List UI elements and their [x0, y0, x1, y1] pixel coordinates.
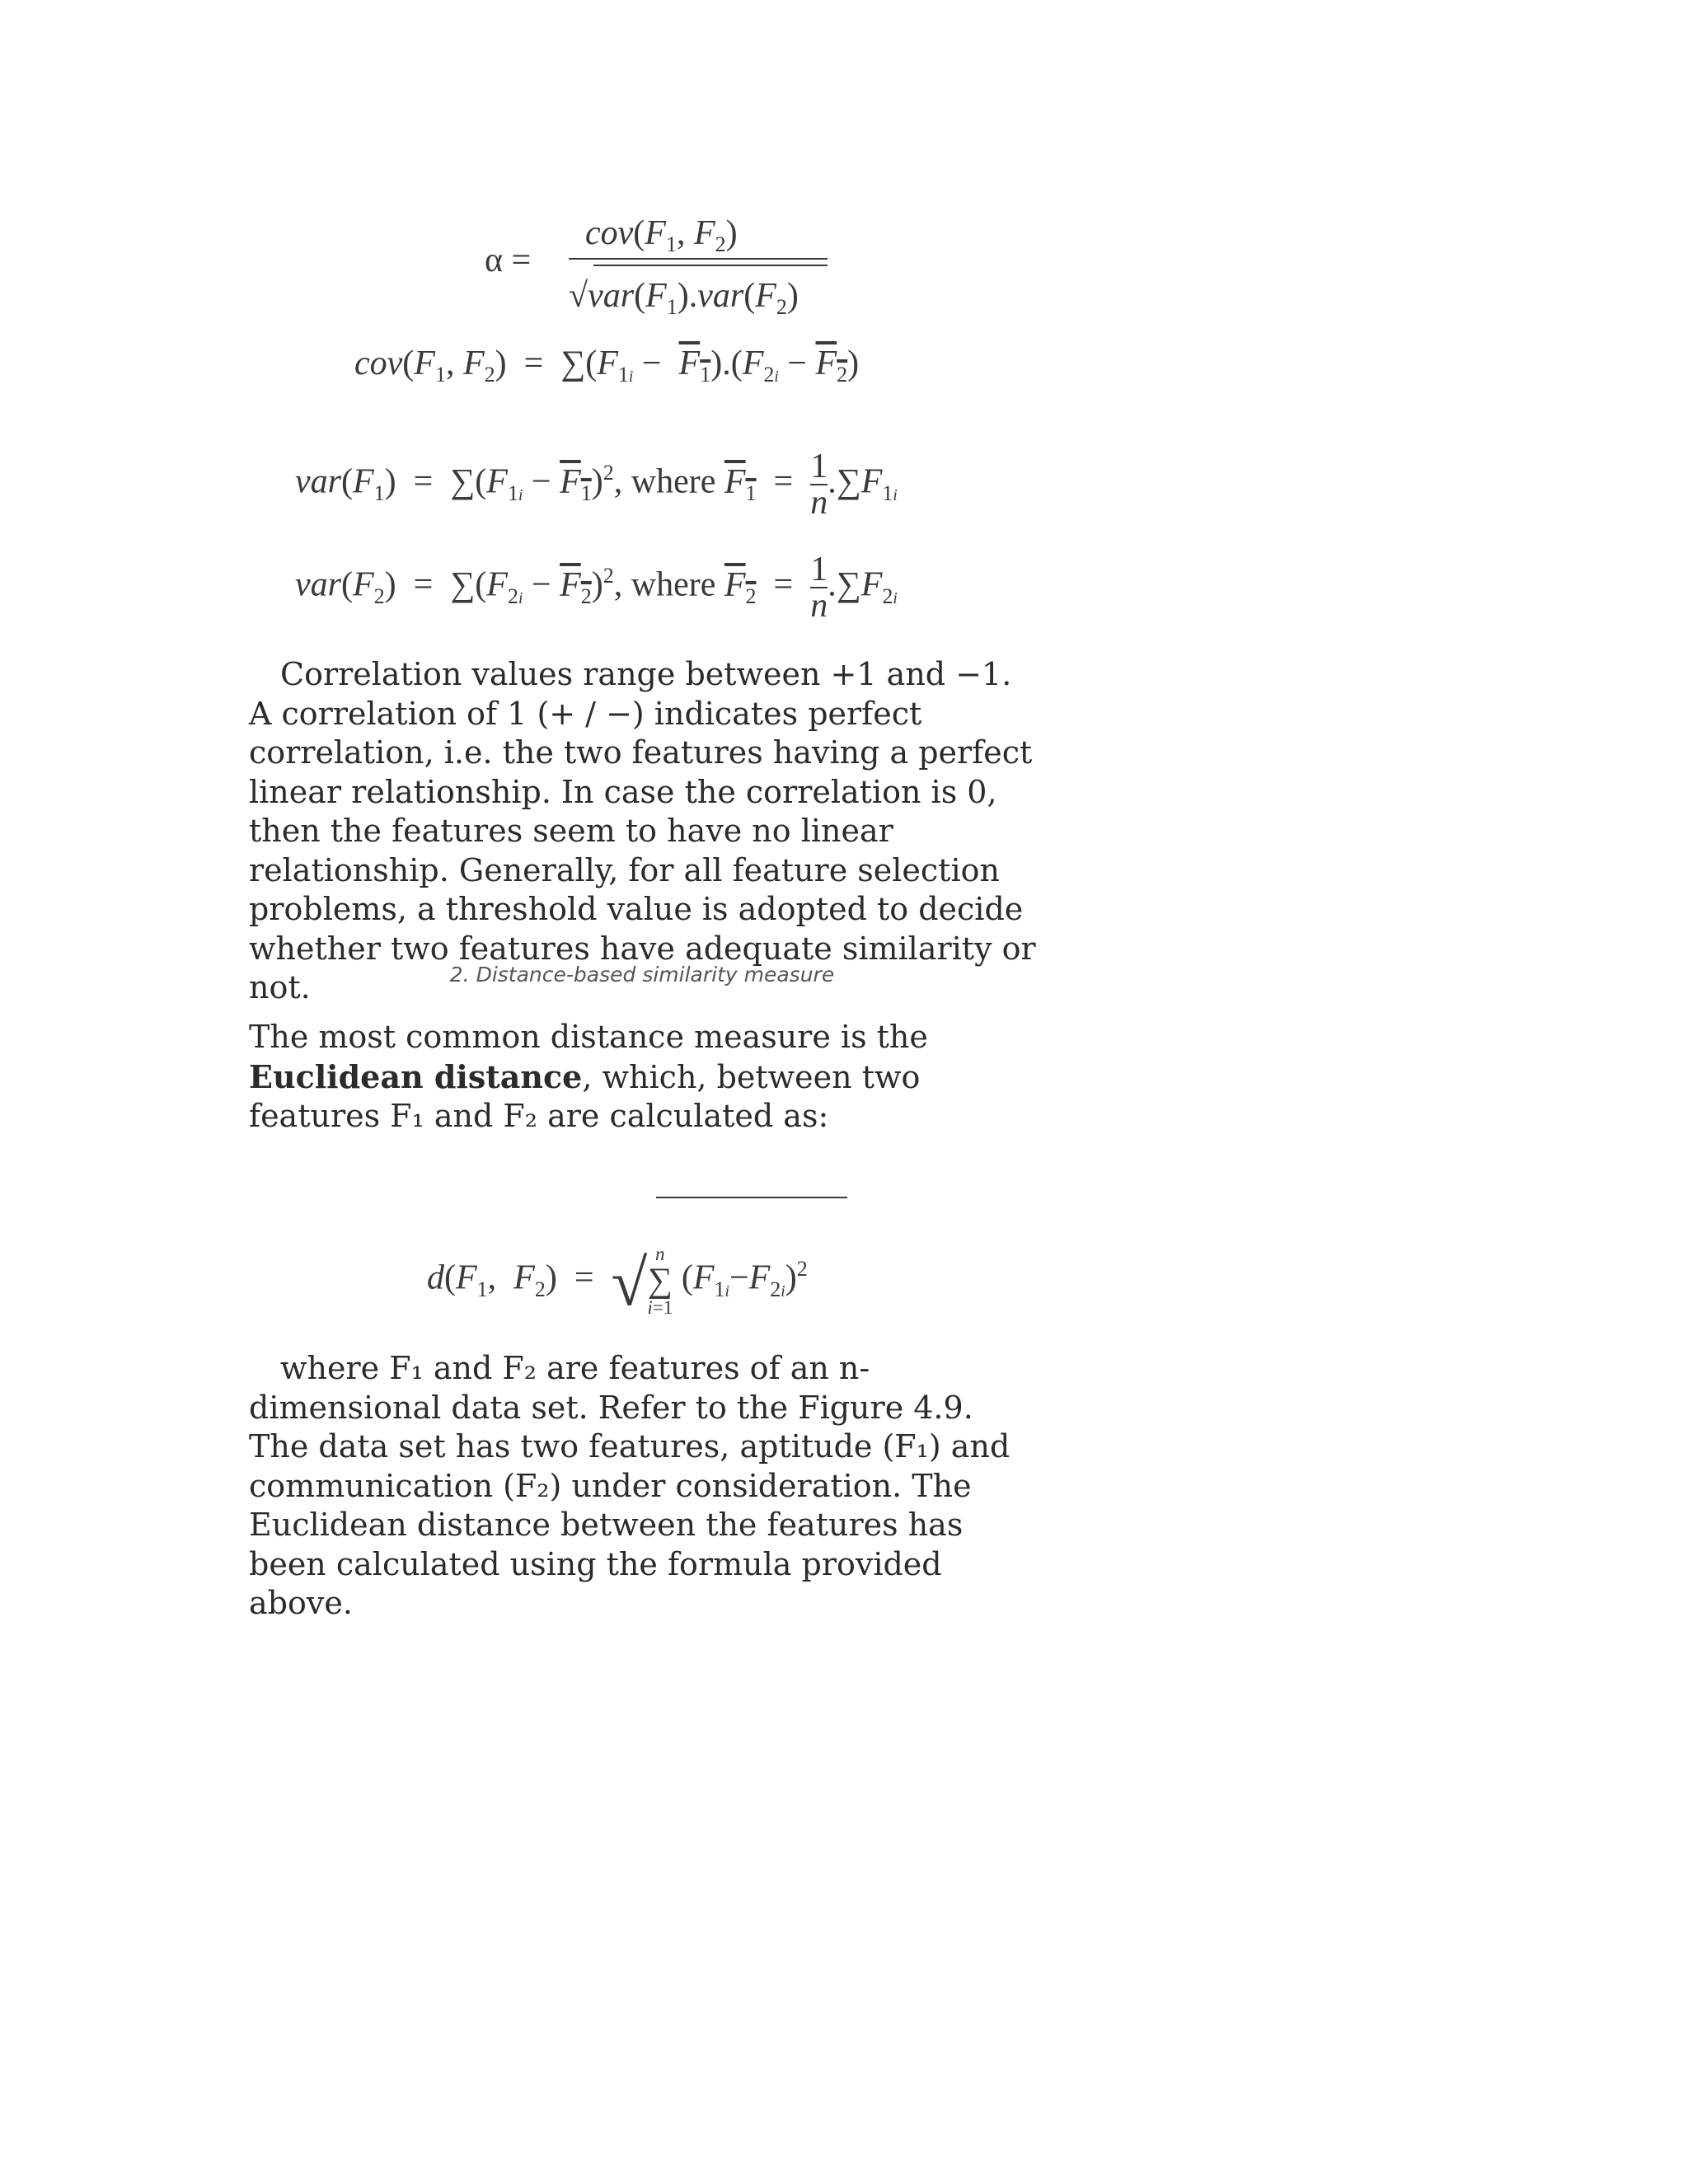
alpha-numerator: $cov(F_1$, $F_2$)	[585, 214, 738, 257]
euclidean-distance-equation: $d(F_1$, $F_2$) = √ n ∑ i=1 $(F_{1i}-F_{2i})^2$	[427, 1243, 808, 1320]
radical-overbar	[656, 1197, 847, 1198]
alpha-denominator: $√var(F_1).var(F_2)$	[569, 277, 799, 320]
section-caption: 2. Distance-based similarity measure	[449, 963, 835, 987]
radical-overbar	[593, 265, 828, 266]
euclidean-intro-paragraph: The most common distance measure is the Euclidean distance, which, between two features F₁ and F₂ are calculated as:	[249, 1019, 928, 1134]
variance-f2-equation: $var(F_2) = \sum(F_{2i} - F_2)^2$, where $F_2$ = $\frac{1}{n}$ $.\sum F_{2i}$	[295, 551, 898, 625]
correlation-paragraph: Correlation values range between +1 and −1. A correlation of 1 (+ / −) indicates perfect correlation, i.e. the two features having a perfect linear relationship. In case the correlation is 0, then the features seem to have no linear relationship. Generally, for all feature selection problems, a threshold value is adopted to decide whether two features have adequate similarity or not.	[249, 656, 1036, 1005]
variance-f1-equation: $var(F_1) = \sum(F_{1i} - F_1)^2$, where $F_1$ = $\frac{1}{n}$ $.\sum F_{1i}$	[295, 448, 898, 522]
where-paragraph: where F₁ and F₂ are features of an n-dimensional data set. Refer to the Figure 4.9. The data set has two features, aptitude (F₁) and communication (F₂) under consideration. The Euclidean distance between the features has been calculated using the formula provided above.	[249, 1350, 1010, 1621]
alpha-equation-lhs: α =	[485, 241, 532, 279]
fraction-bar	[569, 258, 828, 260]
covariance-equation: $cov(F_1$, $F_2) = \sum(F_{1i} - F_1).(F_{2i} - F_2)$	[354, 344, 860, 387]
euclidean-distance-term: Euclidean distance	[249, 1057, 583, 1095]
